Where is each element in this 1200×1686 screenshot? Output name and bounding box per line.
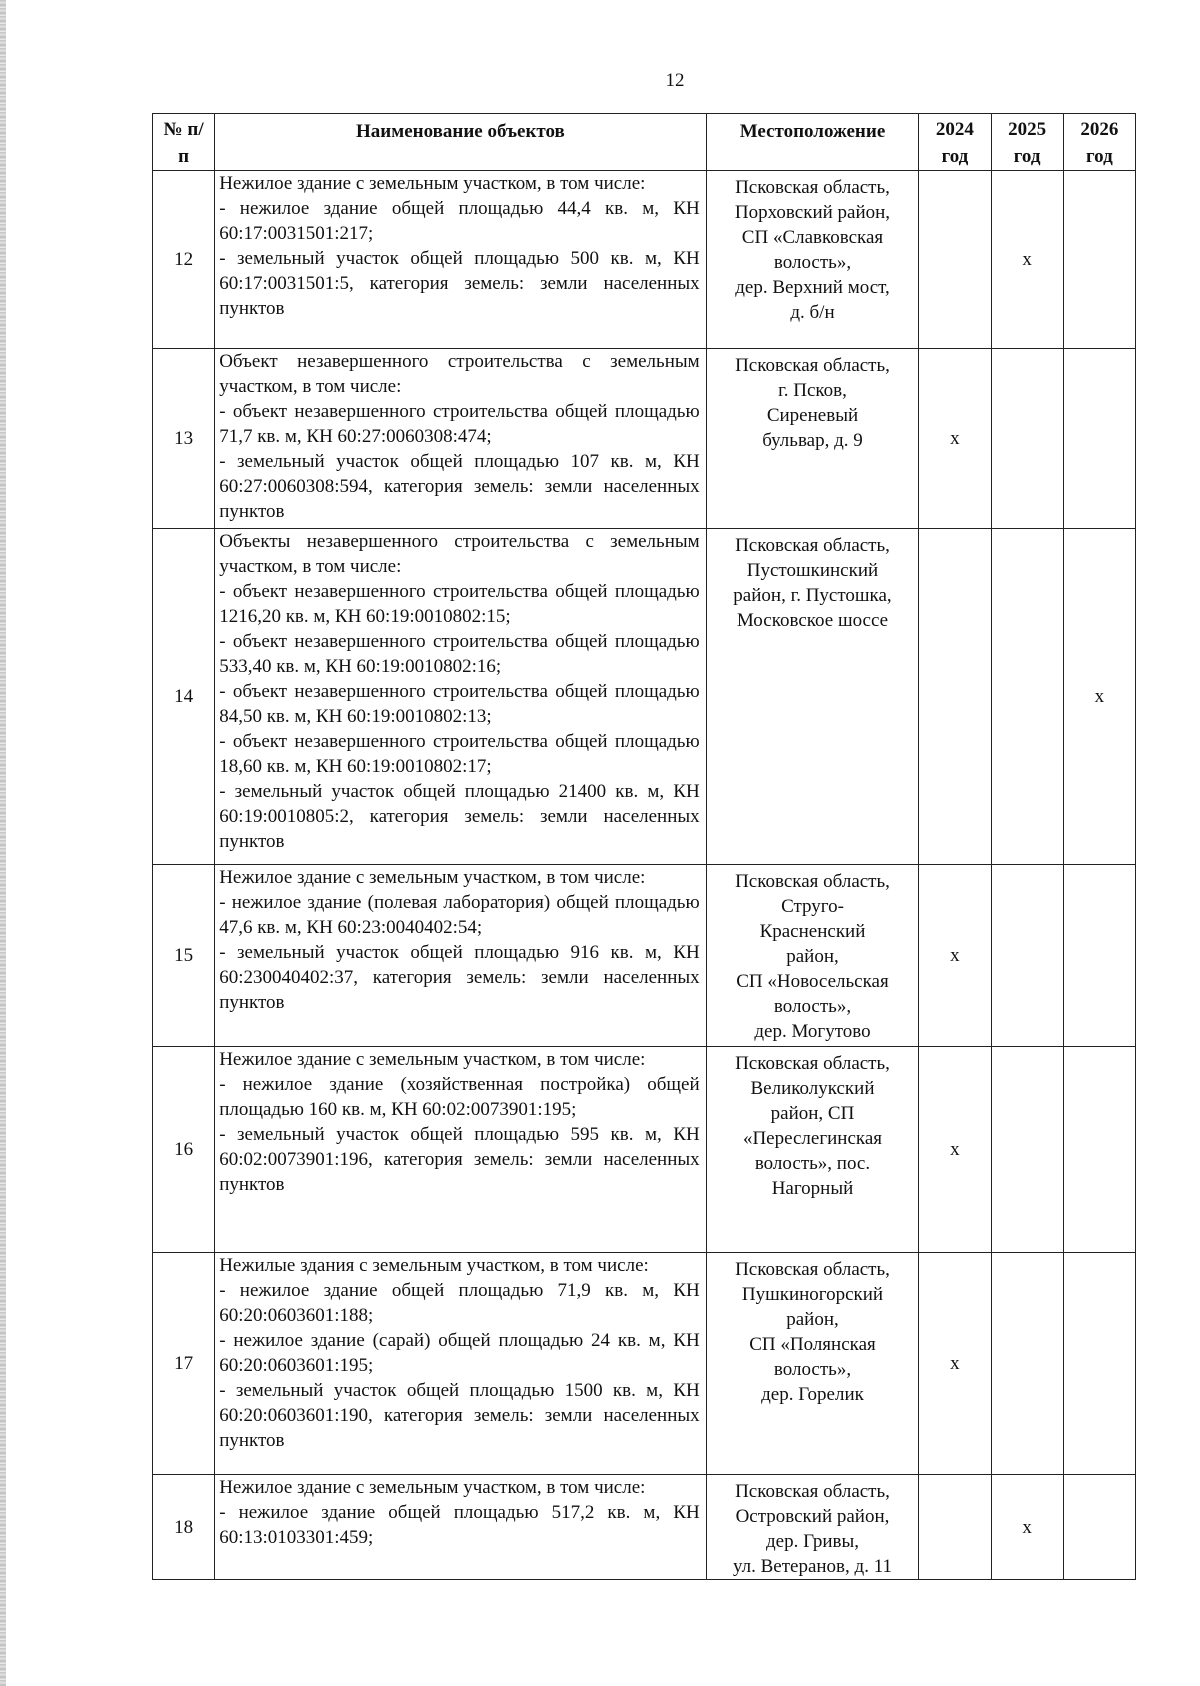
table-row [153,1253,1136,1475]
location-line: волость», пос. [754,1153,871,1174]
object-name-line: - земельный участок общей площадью 1500 кв. м, КН 60:20:0603601:190, категория земель: земли населенных пунктов [219,1380,700,1451]
object-name-line: - земельный участок общей площадью 107 кв. м, КН 60:27:0060308:594, категория земель: земли населенных пунктов [219,451,700,522]
location-line: дер. Гривы, [765,1531,860,1552]
location-line: Московское шоссе [736,610,889,631]
object-name-line: - нежилое здание общей площадью 517,2 кв. м, КН 60:13:0103301:459; [219,1502,700,1548]
object-name-line: - объект незавершенного строительства общей площадью 533,40 кв. м, КН 60:19:0010802:16; [219,631,700,677]
object-name-line: - земельный участок общей площадью 595 кв. м, КН 60:02:0073901:196, категория земель: земли населенных пунктов [219,1124,700,1195]
object-name-line: Нежилое здание с земельным участком, в том числе: [219,867,646,888]
year-mark-2025 [991,1047,1063,1253]
year-mark-2025 [991,1253,1063,1475]
location-line: дер. Верхний мост, [735,277,890,298]
location-cell [706,1047,919,1253]
location-line: район, [786,946,839,967]
year-mark-2026 [1063,1475,1135,1580]
object-name-cell [215,171,706,349]
location-line: Псковская область, [735,177,890,198]
table-row [153,349,1136,529]
location-line: бульвар, д. 9 [762,430,863,451]
location-line: «Переслегинская [742,1128,883,1149]
object-name-line: - нежилое здание общей площадью 44,4 кв. м, КН 60:17:0031501:217; [219,198,700,244]
location-line: д. б/н [790,302,835,323]
object-name-line: - объект незавершенного строительства общей площадью 1216,20 кв. м, КН 60:19:0010802:15; [219,581,700,627]
location-line: район, [786,1309,839,1330]
year-mark-2026: х [1063,529,1135,865]
header-year-2025: 2025 год [991,114,1063,171]
row-number: 15 [153,865,215,1047]
location-line: Псковская область, [735,871,890,892]
row-number: 12 [153,171,215,349]
object-name-line: - нежилое здание (сарай) общей площадью 24 кв. м, КН 60:20:0603601:195; [219,1330,700,1376]
object-name-line: Нежилое здание с земельным участком, в том числе: [219,1049,646,1070]
location-line: Островский район, [735,1506,890,1527]
header-location: Местоположение [706,114,919,171]
location-cell [706,171,919,349]
year-mark-2026 [1063,1047,1135,1253]
location-line: район, СП [770,1103,855,1124]
header-name: Наименование объектов [215,114,706,171]
table-row [153,529,1136,865]
location-line: дер. Могутово [754,1021,871,1042]
page-number: 12 [665,70,685,91]
location-line: Нагорный [771,1178,854,1199]
year-mark-2025: х [991,1475,1063,1580]
location-line: Псковская область, [735,1053,890,1074]
header-num: № п/п [153,114,215,171]
object-name-line: Объекты незавершенного строительства с земельным участком, в том числе: [219,531,700,577]
object-name-cell [215,1475,706,1580]
object-name-line: - объект незавершенного строительства общей площадью 71,7 кв. м, КН 60:27:0060308:474; [219,401,700,447]
location-line: СП «Полянская [749,1334,876,1355]
year-mark-2025: х [991,171,1063,349]
location-line: ул. Ветеранов, д. 11 [732,1556,892,1577]
table-row [153,1475,1136,1580]
object-name-line: Нежилые здания с земельным участком, в том числе: [219,1255,649,1276]
row-number: 17 [153,1253,215,1475]
object-name-cell [215,1253,706,1475]
location-cell [706,865,919,1047]
table-row [153,171,1136,349]
location-line: Псковская область, [735,1481,890,1502]
table-body [153,171,1136,1580]
year-mark-2025 [991,529,1063,865]
location-line: г. Псков, [778,380,847,401]
row-number: 16 [153,1047,215,1253]
year-mark-2024 [919,171,991,349]
table-header-row [153,114,1136,171]
location-line: волость», [773,996,852,1017]
location-line: Великолукский [750,1078,875,1099]
location-cell [706,349,919,529]
year-mark-2024: х [919,1253,991,1475]
table-row [153,1047,1136,1253]
header-year-2024: 2024 год [919,114,991,171]
row-number: 18 [153,1475,215,1580]
scan-edge [0,0,6,1686]
location-line: Псковская область, [735,355,890,376]
row-number: 13 [153,349,215,529]
location-line: волость», [773,252,852,273]
location-line: волость», [773,1359,852,1380]
location-line: Сиреневый [766,405,859,426]
year-mark-2025 [991,865,1063,1047]
year-mark-2024 [919,529,991,865]
object-name-line: - земельный участок общей площадью 500 кв. м, КН 60:17:0031501:5, категория земель: земли населенных пунктов [219,248,700,319]
object-name-cell [215,349,706,529]
location-line: Порховский район, [734,202,891,223]
object-name-line: - земельный участок общей площадью 916 кв. м, КН 60:230040402:37, категория земель: земли населенных пунктов [219,942,700,1013]
location-line: СП «Славковская [741,227,884,248]
object-name-line: - земельный участок общей площадью 21400 кв. м, КН 60:19:0010805:2, категория земель: земли населенных пунктов [219,781,700,852]
year-mark-2025 [991,349,1063,529]
year-mark-2026 [1063,1253,1135,1475]
object-name-line: - нежилое здание общей площадью 71,9 кв. м, КН 60:20:0603601:188; [219,1280,700,1326]
location-cell [706,1475,919,1580]
year-mark-2024: х [919,349,991,529]
header-year-2026: 2026 год [1063,114,1135,171]
object-name-line: - нежилое здание (полевая лаборатория) общей площадью 47,6 кв. м, КН 60:23:0040402:54; [219,892,700,938]
year-mark-2026 [1063,349,1135,529]
location-line: Псковская область, [735,1259,890,1280]
year-mark-2026 [1063,171,1135,349]
location-cell [706,1253,919,1475]
object-name-line: Нежилое здание с земельным участком, в том числе: [219,1477,646,1498]
location-line: Пустошкинский [746,560,879,581]
location-line: СП «Новосельская [736,971,889,992]
location-line: Пушкиногорский [741,1284,884,1305]
object-name-line: Нежилое здание с земельным участком, в том числе: [219,173,646,194]
year-mark-2024 [919,1475,991,1580]
row-number: 14 [153,529,215,865]
object-name-line: - объект незавершенного строительства общей площадью 18,60 кв. м, КН 60:19:0010802:17; [219,731,700,777]
object-name-cell [215,865,706,1047]
object-name-line: Объект незавершенного строительства с земельным участком, в том числе: [219,351,700,397]
location-line: Псковская область, [735,535,890,556]
location-cell [706,529,919,865]
object-name-line: - нежилое здание (хозяйственная постройка) общей площадью 160 кв. м, КН 60:02:0073901:195; [219,1074,700,1120]
year-mark-2024: х [919,865,991,1047]
objects-table-wrapper [152,113,1136,1580]
location-line: Красненский [759,921,866,942]
table-row [153,865,1136,1047]
object-name-cell [215,529,706,865]
object-name-line: - объект незавершенного строительства общей площадью 84,50 кв. м, КН 60:19:0010802:13; [219,681,700,727]
year-mark-2024: х [919,1047,991,1253]
object-name-cell [215,1047,706,1253]
location-line: Струго- [781,896,844,917]
location-line: район, г. Пустошка, [733,585,892,606]
year-mark-2026 [1063,865,1135,1047]
objects-table [152,113,1136,1580]
location-line: дер. Горелик [761,1384,864,1405]
